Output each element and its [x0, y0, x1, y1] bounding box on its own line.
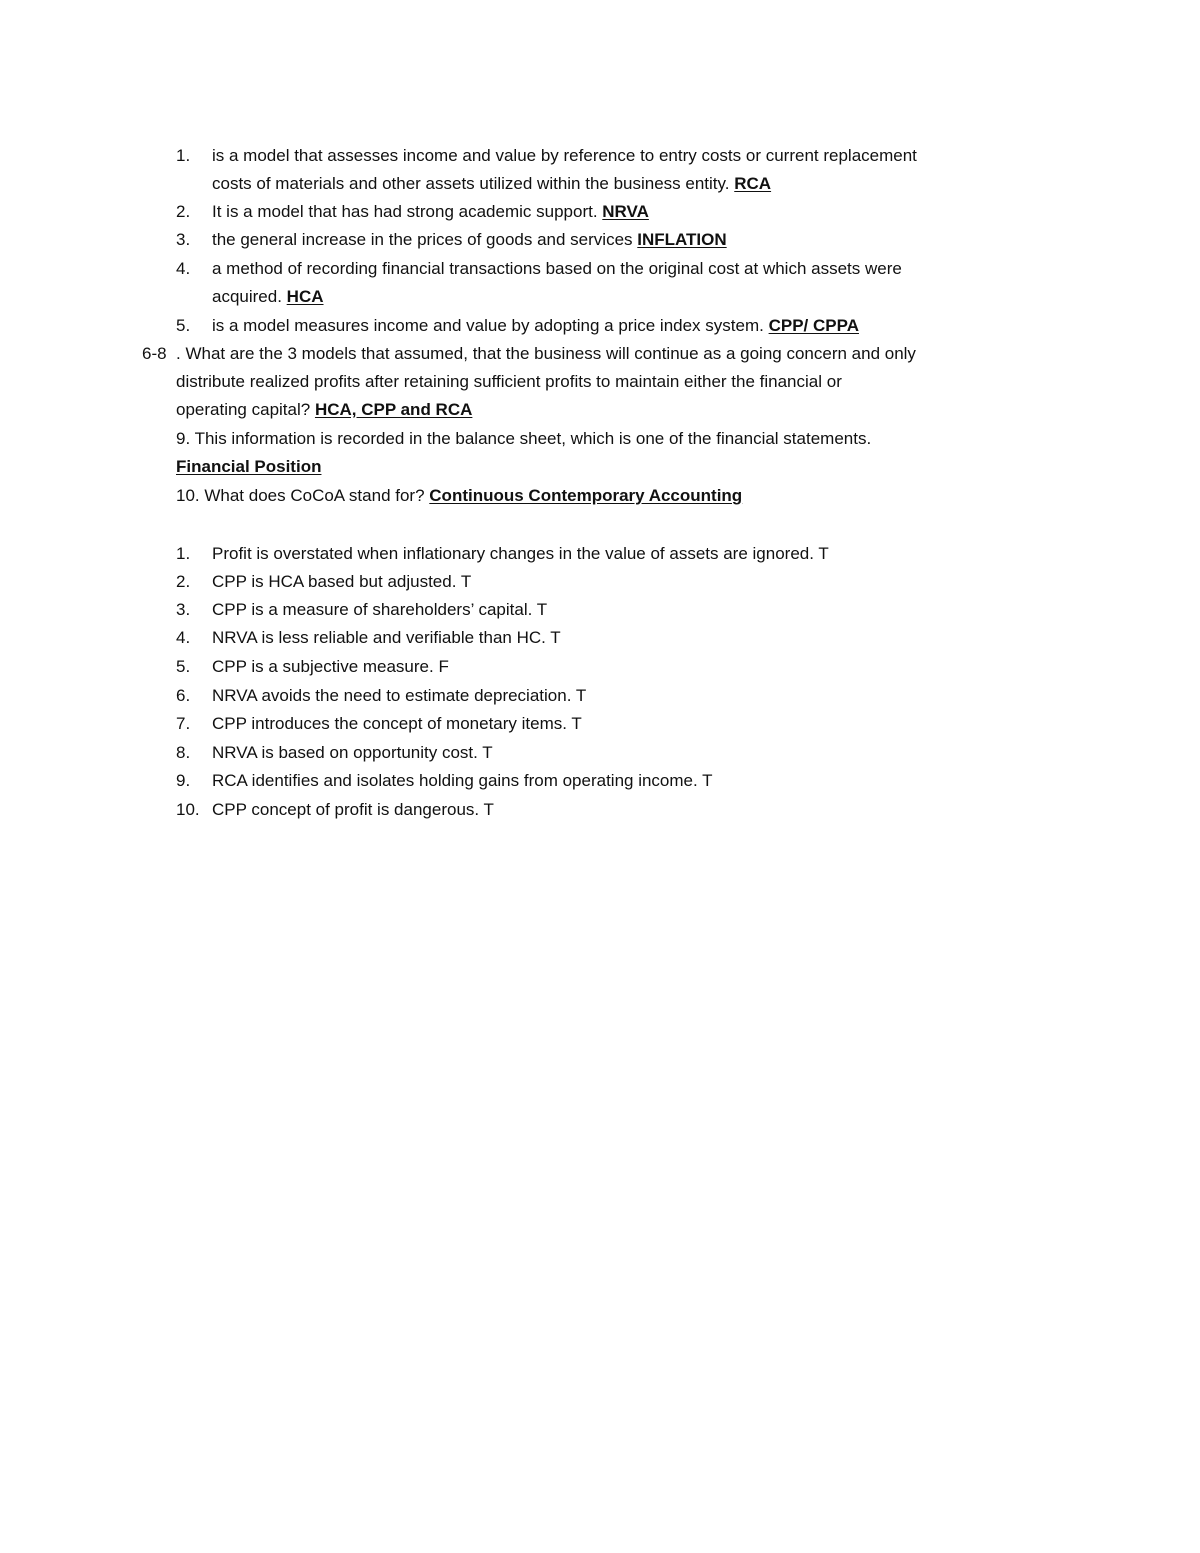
item-number: 3.	[176, 600, 191, 619]
statement-text: NRVA avoids the need to estimate depreciation. T	[212, 686, 587, 705]
statement-text: CPP is a subjective measure. F	[212, 657, 449, 676]
answer-text: HCA, CPP and RCA	[314, 400, 473, 419]
question-text: . What are the 3 models that assumed, that the business will continue as a going concern and only	[176, 344, 916, 363]
statement-text: CPP is a measure of shareholders’ capital. T	[212, 600, 548, 619]
statement-text: CPP introduces the concept of monetary items. T	[212, 714, 582, 733]
item-text: a method of recording financial transactions based on the original cost at which assets were	[212, 259, 902, 278]
item-number: 1.	[176, 544, 191, 563]
statement-text: NRVA is based on opportunity cost. T	[212, 743, 493, 762]
item-number: 9.	[176, 771, 191, 790]
statement-text: Profit is overstated when inflationary changes in the value of assets are ignored. T	[212, 544, 829, 563]
item-text-continued: acquired. HCA	[212, 287, 324, 306]
answer-text: Financial Position	[176, 457, 322, 476]
item-number: 4.	[176, 628, 191, 647]
item-text: the general increase in the prices of goods and services INFLATION	[212, 230, 727, 249]
question-label: 6-8	[142, 344, 167, 363]
question-text-continued: operating capital? HCA, CPP and RCA	[176, 400, 473, 419]
item-number: 2.	[176, 202, 191, 221]
item-text: is a model measures income and value by adopting a price index system. CPP/ CPPA	[212, 316, 859, 335]
statement-text: NRVA is less reliable and verifiable than HC. T	[212, 628, 561, 647]
item-number: 3.	[176, 230, 191, 249]
item-number: 2.	[176, 572, 191, 591]
item-number: 10.	[176, 800, 200, 819]
answer-text: INFLATION	[637, 230, 727, 249]
item-text-continued: costs of materials and other assets utilized within the business entity. RCA	[212, 174, 772, 193]
item-number: 5.	[176, 657, 191, 676]
item-number: 8.	[176, 743, 191, 762]
question-text: 9. This information is recorded in the balance sheet, which is one of the financial statements.	[176, 429, 872, 448]
item-number: 4.	[176, 259, 191, 278]
statement-text: RCA identifies and isolates holding gains from operating income. T	[212, 771, 713, 790]
answer-text: RCA	[734, 174, 772, 193]
answer-text: NRVA	[602, 202, 649, 221]
item-number: 1.	[176, 146, 191, 165]
answer-text: HCA	[286, 287, 324, 306]
item-text: It is a model that has had strong academic support. NRVA	[212, 202, 649, 221]
question-text-continued: distribute realized profits after retaining sufficient profits to maintain either the financial or	[176, 372, 842, 391]
answer-text: CPP/ CPPA	[768, 316, 859, 335]
statement-text: CPP concept of profit is dangerous. T	[212, 800, 494, 819]
item-text: is a model that assesses income and value by reference to entry costs or current replacement	[212, 146, 917, 165]
item-number: 5.	[176, 316, 191, 335]
item-number: 6.	[176, 686, 191, 705]
question-text: 10. What does CoCoA stand for? Continuous Contemporary Accounting	[176, 486, 743, 505]
answer-text: Continuous Contemporary Accounting	[429, 486, 743, 505]
statement-text: CPP is HCA based but adjusted. T	[212, 572, 472, 591]
item-number: 7.	[176, 714, 191, 733]
